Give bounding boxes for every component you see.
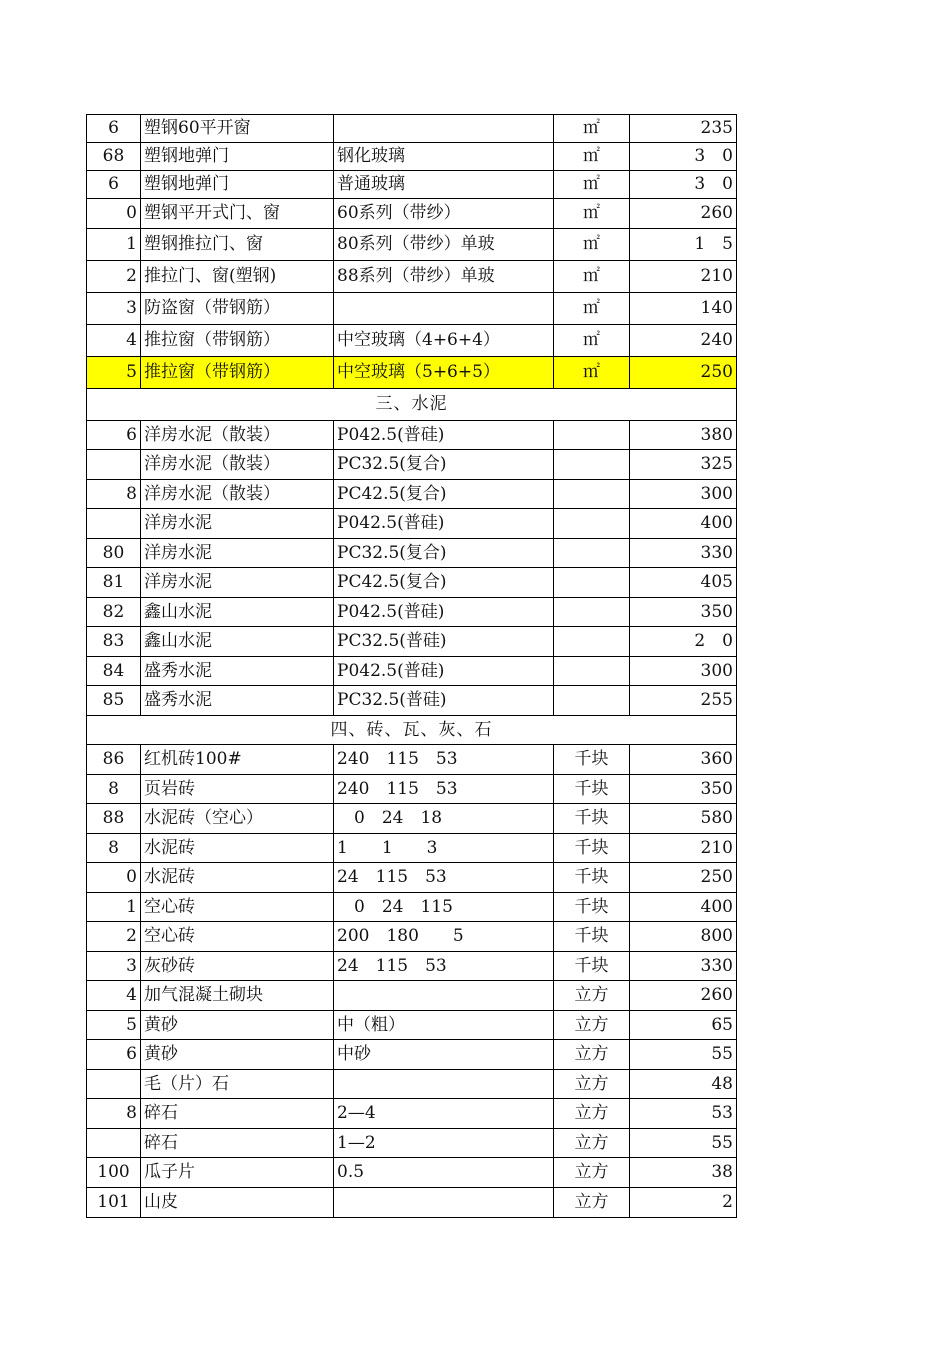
- row-number-cell: 8: [87, 775, 141, 804]
- table-row: [87, 115, 737, 143]
- material-name-cell: 防盗窗（带钢筋）: [141, 293, 334, 325]
- material-name-cell: 塑钢地弹门: [141, 143, 334, 171]
- specification-cell: 普通玻璃: [334, 171, 554, 199]
- material-name-cell: 鑫山水泥: [141, 627, 334, 657]
- row-number-cell: 3: [87, 293, 141, 325]
- material-name-cell: 红机砖100#: [141, 745, 334, 775]
- material-name-cell: 山皮: [141, 1188, 334, 1218]
- row-number-cell: 83: [87, 627, 141, 657]
- price-cell: 250: [630, 357, 737, 389]
- row-number-cell: 81: [87, 568, 141, 598]
- price-cell: 405: [630, 568, 737, 598]
- material-name-cell: 毛（片）石: [141, 1070, 334, 1099]
- price-cell: 260: [630, 199, 737, 229]
- material-name-cell: 加气混凝土砌块: [141, 981, 334, 1011]
- specification-cell: P042.5(普硅): [334, 421, 554, 450]
- row-number-cell: 101: [87, 1188, 141, 1218]
- row-number-cell: 0: [87, 863, 141, 893]
- unit-cell: 千块: [554, 745, 630, 775]
- row-number-cell: [87, 509, 141, 539]
- price-cell: 800: [630, 922, 737, 952]
- price-cell: 210: [630, 261, 737, 293]
- specification-cell: PC32.5(普硅): [334, 627, 554, 657]
- price-cell: 325: [630, 450, 737, 480]
- unit-cell: 立方: [554, 981, 630, 1011]
- table-row: [87, 143, 737, 171]
- unit-cell: 立方: [554, 1040, 630, 1070]
- table-row: [87, 686, 737, 716]
- specification-cell: P042.5(普硅): [334, 509, 554, 539]
- price-cell: 38: [630, 1158, 737, 1188]
- price-cell: 1 5: [630, 229, 737, 261]
- unit-cell: ㎡: [554, 199, 630, 229]
- price-cell: 255: [630, 686, 737, 716]
- row-number-cell: 84: [87, 657, 141, 686]
- table-row: [87, 568, 737, 598]
- material-name-cell: 页岩砖: [141, 775, 334, 804]
- unit-cell: 千块: [554, 775, 630, 804]
- row-number-cell: 8: [87, 1099, 141, 1129]
- material-name-cell: 洋房水泥（散装）: [141, 450, 334, 480]
- unit-cell: ㎡: [554, 261, 630, 293]
- price-cell: 400: [630, 893, 737, 922]
- row-number-cell: 4: [87, 981, 141, 1011]
- row-number-cell: 88: [87, 804, 141, 834]
- material-name-cell: 推拉窗（带钢筋）: [141, 357, 334, 389]
- price-cell: 3 0: [630, 171, 737, 199]
- unit-cell: [554, 539, 630, 568]
- material-name-cell: 水泥砖（空心）: [141, 804, 334, 834]
- unit-cell: 千块: [554, 863, 630, 893]
- specification-cell: 24 115 53: [334, 863, 554, 893]
- row-number-cell: 1: [87, 229, 141, 261]
- row-number-cell: 5: [87, 1011, 141, 1040]
- specification-cell: PC32.5(复合): [334, 539, 554, 568]
- material-name-cell: 洋房水泥: [141, 568, 334, 598]
- row-number-cell: 68: [87, 143, 141, 171]
- unit-cell: ㎡: [554, 229, 630, 261]
- price-cell: 300: [630, 480, 737, 509]
- material-name-cell: 水泥砖: [141, 834, 334, 863]
- unit-cell: 立方: [554, 1099, 630, 1129]
- unit-cell: [554, 627, 630, 657]
- row-number-cell: 1: [87, 893, 141, 922]
- material-name-cell: 塑钢地弹门: [141, 171, 334, 199]
- specification-cell: 60系列（带纱）: [334, 199, 554, 229]
- material-name-cell: 空心砖: [141, 893, 334, 922]
- specification-cell: P042.5(普硅): [334, 657, 554, 686]
- row-number-cell: 4: [87, 325, 141, 357]
- specification-cell: 1—2: [334, 1129, 554, 1158]
- price-cell: 350: [630, 775, 737, 804]
- table-row: [87, 325, 737, 357]
- unit-cell: [554, 598, 630, 627]
- specification-cell: 80系列（带纱）单玻: [334, 229, 554, 261]
- material-name-cell: 推拉窗（带钢筋）: [141, 325, 334, 357]
- table-row: [87, 1011, 737, 1040]
- row-number-cell: [87, 450, 141, 480]
- section-title: 四、砖、瓦、灰、石: [87, 716, 737, 745]
- unit-cell: ㎡: [554, 293, 630, 325]
- section-header-row: [87, 389, 737, 421]
- table-row: [87, 357, 737, 389]
- row-number-cell: 2: [87, 261, 141, 293]
- price-cell: 330: [630, 952, 737, 981]
- price-cell: 250: [630, 863, 737, 893]
- material-name-cell: 盛秀水泥: [141, 657, 334, 686]
- price-cell: 65: [630, 1011, 737, 1040]
- specification-cell: PC32.5(普硅): [334, 686, 554, 716]
- row-number-cell: 8: [87, 834, 141, 863]
- table-row: [87, 1129, 737, 1158]
- table-row: [87, 1188, 737, 1218]
- price-cell: 330: [630, 539, 737, 568]
- row-number-cell: [87, 1129, 141, 1158]
- table-row: [87, 775, 737, 804]
- price-cell: 2 0: [630, 627, 737, 657]
- row-number-cell: 3: [87, 952, 141, 981]
- table-row: [87, 952, 737, 981]
- unit-cell: [554, 509, 630, 539]
- material-name-cell: 瓜子片: [141, 1158, 334, 1188]
- price-cell: 53: [630, 1099, 737, 1129]
- unit-cell: 立方: [554, 1158, 630, 1188]
- price-cell: 2: [630, 1188, 737, 1218]
- specification-cell: 0 24 18: [334, 804, 554, 834]
- price-cell: 580: [630, 804, 737, 834]
- row-number-cell: 80: [87, 539, 141, 568]
- price-cell: 55: [630, 1129, 737, 1158]
- material-name-cell: 塑钢推拉门、窗: [141, 229, 334, 261]
- table-row: [87, 261, 737, 293]
- row-number-cell: 86: [87, 745, 141, 775]
- table-row: [87, 981, 737, 1011]
- table-row: [87, 171, 737, 199]
- price-table: [86, 114, 737, 1218]
- table-row: [87, 893, 737, 922]
- row-number-cell: 100: [87, 1158, 141, 1188]
- unit-cell: ㎡: [554, 171, 630, 199]
- specification-cell: 中（粗）: [334, 1011, 554, 1040]
- material-name-cell: 洋房水泥: [141, 539, 334, 568]
- material-name-cell: 黄砂: [141, 1011, 334, 1040]
- row-number-cell: 6: [87, 115, 141, 143]
- row-number-cell: 6: [87, 421, 141, 450]
- table-row: [87, 598, 737, 627]
- material-name-cell: 空心砖: [141, 922, 334, 952]
- price-cell: 55: [630, 1040, 737, 1070]
- row-number-cell: 85: [87, 686, 141, 716]
- specification-cell: [334, 1188, 554, 1218]
- row-number-cell: 6: [87, 1040, 141, 1070]
- unit-cell: 千块: [554, 804, 630, 834]
- specification-cell: 1 1 3: [334, 834, 554, 863]
- table-row: [87, 1099, 737, 1129]
- material-name-cell: 水泥砖: [141, 863, 334, 893]
- specification-cell: 88系列（带纱）单玻: [334, 261, 554, 293]
- row-number-cell: 8: [87, 480, 141, 509]
- price-cell: 210: [630, 834, 737, 863]
- material-name-cell: 黄砂: [141, 1040, 334, 1070]
- specification-cell: 240 115 53: [334, 775, 554, 804]
- section-header-row: [87, 716, 737, 745]
- table-row: [87, 863, 737, 893]
- price-cell: 350: [630, 598, 737, 627]
- price-cell: 240: [630, 325, 737, 357]
- table-row: [87, 199, 737, 229]
- material-name-cell: 灰砂砖: [141, 952, 334, 981]
- specification-cell: 0.5: [334, 1158, 554, 1188]
- unit-cell: ㎡: [554, 115, 630, 143]
- specification-cell: [334, 293, 554, 325]
- specification-cell: 2—4: [334, 1099, 554, 1129]
- price-cell: 235: [630, 115, 737, 143]
- price-cell: 140: [630, 293, 737, 325]
- unit-cell: 立方: [554, 1070, 630, 1099]
- unit-cell: [554, 568, 630, 598]
- specification-cell: [334, 115, 554, 143]
- unit-cell: [554, 421, 630, 450]
- price-cell: 3 0: [630, 143, 737, 171]
- specification-cell: P042.5(普硅): [334, 598, 554, 627]
- specification-cell: 24 115 53: [334, 952, 554, 981]
- unit-cell: 千块: [554, 952, 630, 981]
- table-row: [87, 293, 737, 325]
- material-name-cell: 洋房水泥（散装）: [141, 480, 334, 509]
- section-title: 三、水泥: [87, 389, 737, 421]
- specification-cell: 240 115 53: [334, 745, 554, 775]
- row-number-cell: 6: [87, 171, 141, 199]
- price-cell: 380: [630, 421, 737, 450]
- unit-cell: ㎡: [554, 325, 630, 357]
- row-number-cell: 2: [87, 922, 141, 952]
- table-row: [87, 509, 737, 539]
- unit-cell: 立方: [554, 1129, 630, 1158]
- price-table-body: [87, 115, 737, 1218]
- unit-cell: [554, 480, 630, 509]
- specification-cell: 钢化玻璃: [334, 143, 554, 171]
- unit-cell: [554, 686, 630, 716]
- table-row: [87, 1040, 737, 1070]
- table-row: [87, 229, 737, 261]
- unit-cell: 千块: [554, 834, 630, 863]
- material-name-cell: 塑钢平开式门、窗: [141, 199, 334, 229]
- table-row: [87, 657, 737, 686]
- row-number-cell: 82: [87, 598, 141, 627]
- material-name-cell: 洋房水泥: [141, 509, 334, 539]
- row-number-cell: [87, 1070, 141, 1099]
- material-name-cell: 碎石: [141, 1129, 334, 1158]
- material-name-cell: 洋房水泥（散装）: [141, 421, 334, 450]
- table-row: [87, 804, 737, 834]
- specification-cell: PC32.5(复合): [334, 450, 554, 480]
- specification-cell: 中砂: [334, 1040, 554, 1070]
- material-name-cell: 推拉门、窗(塑钢): [141, 261, 334, 293]
- material-name-cell: 鑫山水泥: [141, 598, 334, 627]
- specification-cell: 200 180 5: [334, 922, 554, 952]
- table-row: [87, 627, 737, 657]
- specification-cell: 中空玻璃（4+6+4）: [334, 325, 554, 357]
- row-number-cell: 0: [87, 199, 141, 229]
- table-row: [87, 539, 737, 568]
- material-name-cell: 塑钢60平开窗: [141, 115, 334, 143]
- unit-cell: 千块: [554, 893, 630, 922]
- table-row: [87, 745, 737, 775]
- unit-cell: [554, 450, 630, 480]
- table-row: [87, 922, 737, 952]
- price-cell: 300: [630, 657, 737, 686]
- unit-cell: ㎡: [554, 357, 630, 389]
- price-cell: 260: [630, 981, 737, 1011]
- material-name-cell: 盛秀水泥: [141, 686, 334, 716]
- table-row: [87, 1070, 737, 1099]
- unit-cell: [554, 657, 630, 686]
- table-row: [87, 450, 737, 480]
- table-row: [87, 834, 737, 863]
- price-cell: 360: [630, 745, 737, 775]
- specification-cell: PC42.5(复合): [334, 568, 554, 598]
- specification-cell: PC42.5(复合): [334, 480, 554, 509]
- table-row: [87, 480, 737, 509]
- unit-cell: 千块: [554, 922, 630, 952]
- specification-cell: 0 24 115: [334, 893, 554, 922]
- unit-cell: 立方: [554, 1011, 630, 1040]
- specification-cell: 中空玻璃（5+6+5）: [334, 357, 554, 389]
- row-number-cell: 5: [87, 357, 141, 389]
- table-row: [87, 421, 737, 450]
- specification-cell: [334, 981, 554, 1011]
- specification-cell: [334, 1070, 554, 1099]
- unit-cell: ㎡: [554, 143, 630, 171]
- price-cell: 400: [630, 509, 737, 539]
- price-cell: 48: [630, 1070, 737, 1099]
- unit-cell: 立方: [554, 1188, 630, 1218]
- material-name-cell: 碎石: [141, 1099, 334, 1129]
- table-row: [87, 1158, 737, 1188]
